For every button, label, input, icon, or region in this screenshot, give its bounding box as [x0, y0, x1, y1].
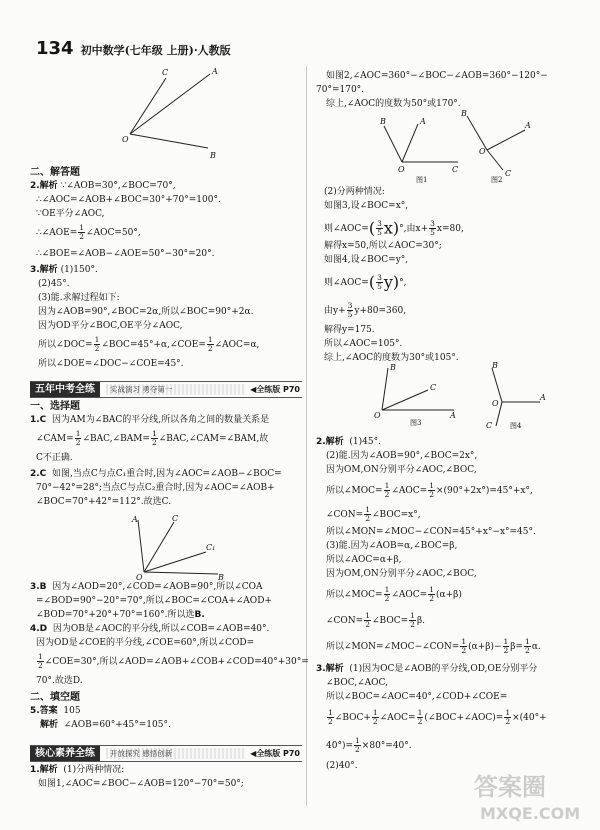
- q3-line-2: (2)45°.: [38, 279, 70, 289]
- banner-five-year-exams: [30, 381, 302, 398]
- c1-line-3: C不正确.: [36, 453, 73, 463]
- fig3-label-b: B: [390, 363, 396, 372]
- fig-mid-label-c: C: [172, 514, 179, 523]
- c1-line-2: ∠CAM= $\frac{1}{2}$ ∠BAC,∠BAM= $\frac{1}{2}$ ∠BAC,∠CAM=∠BAM,故: [36, 429, 269, 447]
- q3-line-3: (3)能.求解过程如下:: [38, 293, 120, 303]
- r-line-11: 解得y=175.: [324, 325, 375, 335]
- fig-mid-label-o: O: [136, 573, 143, 582]
- c4-line-3: $\frac{1}{2}$ ∠COE=30°,所以∠AOD=∠AOB+∠COB+∠COD=40°+30°=: [38, 652, 309, 670]
- c1-line-1: 1.C 因为AM为∠BAC的平分线,所以各角之间的数量关系是: [30, 415, 270, 425]
- r-q2-line-7: (3)能.因为∠AOB=α,∠BOC=β,: [326, 541, 458, 551]
- figure-2: [455, 108, 535, 186]
- watermark-text-2: MXQE.COM: [480, 804, 581, 823]
- r-q3-line-4: $\frac{1}{2}$ ∠BOC+ $\frac{1}{2}$ ∠AOC= $\frac{1}{2}$ (∠BOC+∠AOC)= $\frac{1}{2}$ ×(40°+: [328, 708, 547, 726]
- fig1-caption: 图1: [416, 176, 428, 184]
- watermark-logo: [470, 765, 590, 825]
- fig4-label-c: C: [486, 421, 493, 430]
- c2-line-3: ∠BOC=70°+42°=112°.故选C.: [36, 497, 172, 507]
- banner-core-literacy-ref: ◀全练版 P70: [250, 749, 300, 758]
- r-q3-line-1: 3.解析 (1)因为OC是∠AOB的平分线,OD,OE分别平分: [316, 664, 538, 674]
- page-header: [36, 38, 231, 59]
- c3-line-2: =∠BOD=90°−20°=70°,所以∠BOC=∠COA+∠AOD+: [36, 596, 272, 606]
- fig2-label-o: O: [479, 147, 486, 156]
- r-q2-line-4: 所以∠MOC= $\frac{1}{2}$ ∠AOC= $\frac{1}{2}$ ×(90°+2x°)=45°+x°,: [326, 481, 533, 499]
- fig-top-label-b: B: [210, 151, 216, 160]
- fig3-caption: 图3: [410, 419, 422, 427]
- fig-top-label-o: O: [122, 135, 129, 144]
- r-line-5: 如图3,设∠BOC=x°,: [324, 201, 409, 211]
- fig2-label-b: B: [461, 109, 467, 118]
- fig2-caption: 图2: [491, 176, 503, 184]
- q3-line-6: 所以∠DOC= $\frac{1}{2}$ ∠BOC=45°+α,∠COE= $\frac{1}{2}$ ∠AOC=α,: [38, 335, 260, 353]
- fig1-label-b: B: [380, 117, 386, 126]
- q3-line-1: 3.解析 (1)150°.: [30, 265, 98, 275]
- t5-line-1: 5.答案 105: [30, 706, 81, 716]
- watermark-text-1: 答案圈: [474, 773, 546, 801]
- q2-line-3: ∵OE平分∠AOC,: [36, 209, 105, 219]
- q2-line-1: 2.解析 ∵∠AOB=30°,∠BOC=70°,: [30, 181, 176, 191]
- k1-line-1: 1.解析 (1)分两种情况:: [30, 765, 125, 775]
- fig1-label-a: A: [420, 117, 426, 126]
- fig-top-label-c: C: [162, 68, 169, 77]
- r-line-2: 70°=170°.: [316, 85, 365, 95]
- r-q3-line-2: ∠BOC,∠AOC,: [326, 678, 388, 688]
- c3-line-3: ∠BOD=70°+20°+70°=160°.所以选B.: [36, 610, 205, 620]
- fig3-label-o: O: [374, 411, 381, 420]
- r-q2-line-9: 因为OM,ON分别平分∠AOC,∠BOC,: [326, 569, 477, 579]
- fig3-label-a: A: [450, 411, 456, 420]
- fig4-label-b: B: [492, 362, 498, 370]
- c2-line-1: 2.C 如图,当点C与点C₁重合时,因为∠AOC=∠AOB−∠BOC=: [30, 469, 282, 479]
- figure-3: [370, 362, 460, 428]
- fig4-label-o: O: [492, 399, 499, 408]
- fig-mid-label-b: B: [218, 573, 224, 582]
- banner-core-literacy-subtitle: 开放探究 感悟创新: [106, 748, 246, 759]
- page-number: 134: [36, 38, 74, 59]
- fig1-label-c: C: [452, 165, 459, 174]
- r-q2-line-2: (2)能.因为∠AOB=90°,∠BOC=2x°,: [326, 451, 478, 461]
- c4-line-4: 70°.故选D.: [36, 676, 83, 686]
- figure-1: [372, 112, 462, 186]
- q3-line-5: 因为OD平分∠BOC,OE平分∠AOC,: [38, 321, 183, 331]
- fig4-label-a: A: [540, 393, 546, 402]
- r-line-6: 则∠AOC=( $\frac{3}{5}$ x)°,由x+ $\frac{3}{5}$ x=80,: [324, 218, 464, 238]
- fig2-label-a: A: [525, 121, 531, 130]
- q2-line-2: ∴∠AOC=∠AOB+∠BOC=30°+70°=100°.: [36, 195, 221, 205]
- fig2-label-c: C: [505, 169, 512, 178]
- figure-angle-mid: [110, 512, 230, 582]
- column-divider: [306, 66, 307, 806]
- fig-top-label-a: A: [212, 67, 218, 76]
- fig3-label-c: C: [430, 383, 437, 392]
- r-line-13: 综上,∠AOC的度数为30°或105°.: [324, 353, 459, 363]
- r-q2-line-10: 所以∠MOC= $\frac{1}{2}$ ∠AOC= $\frac{1}{2}$ (α+β): [326, 585, 462, 603]
- r-line-7: 解得x=50,所以∠AOC=30°;: [324, 241, 442, 251]
- section-multiple-choice: 一、选择题: [30, 401, 80, 412]
- section-fill-in: 二、填空题: [30, 692, 80, 703]
- q3-line-7: 所以∠DOE=∠DOC−∠COE=45°.: [38, 359, 184, 369]
- c4-line-2: 因为OD是∠COE的平分线,∠COE=60°,所以∠COD=: [36, 638, 255, 648]
- fig-mid-label-a: A: [132, 515, 138, 524]
- figure-4: [470, 362, 550, 432]
- q2-line-4: ∴∠AOE= $\frac{1}{2}$ ∠AOC=50°,: [36, 223, 141, 241]
- q2-line-5: ∴∠BOE=∠AOB−∠AOE=50°−30°=20°.: [36, 249, 215, 259]
- banner-five-year-exams-title: 五年中考全练: [30, 382, 100, 397]
- c2-line-2: 70°−42°=28°;当点C与点C₂重合时,因为∠AOC=∠AOB+: [36, 483, 275, 493]
- figure-angle-top: [110, 64, 230, 164]
- r-q2-line-11: ∠CON= $\frac{1}{2}$ ∠BOC= $\frac{1}{2}$ β.: [326, 611, 426, 629]
- r-q2-line-12: 所以∠MON=∠MOC−∠CON= $\frac{1}{2}$ (α+β)− $\frac{1}{2}$ β= $\frac{1}{2}$ α.: [326, 637, 541, 655]
- fraction-half: $\frac{1}{2}$: [79, 223, 85, 241]
- r-line-10: 由y+ $\frac{3}{5}$ y+80=360,: [324, 301, 407, 319]
- r-q2-line-6: 所以∠MON=∠MOC−∠CON=45°+x°−x°=45°.: [326, 527, 536, 537]
- c3-line-1: 3.B 因为∠AOD=20°,∠COD=∠AOB=90°,所以∠COA: [30, 582, 263, 592]
- r-q2-line-3: 因为OM,ON分别平分∠AOC,∠BOC,: [326, 465, 477, 475]
- r-q2-line-8: 所以∠AOC=α+β,: [326, 555, 402, 565]
- r-q3-line-5: 40°)= $\frac{1}{2}$ ×80°=40°.: [326, 736, 412, 754]
- r-q3-line-3: 所以∠BOC=∠AOC=40°,∠COD+∠COE=: [326, 692, 508, 702]
- q3-line-4: 因为∠AOB=90°,∠BOC=2α,所以∠BOC=90°+2α.: [38, 307, 254, 317]
- fig1-label-o: O: [398, 165, 405, 174]
- banner-core-literacy-title: 核心素养全练: [30, 746, 100, 761]
- banner-five-year-exams-ref: ◀全练版 P70: [250, 385, 300, 394]
- r-line-1: 如图2,∠AOC=360°−∠BOC−∠AOB=360°−120°−: [326, 71, 548, 81]
- r-line-4: (2)分两种情况:: [324, 187, 385, 197]
- r-q3-line-6: (2)40°.: [326, 761, 358, 771]
- r-line-9: 则∠AOC=( $\frac{3}{5}$ y)°,: [324, 272, 407, 292]
- r-line-12: 所以∠AOC=105°.: [324, 339, 403, 349]
- fig-mid-label-c1: C₁: [206, 543, 216, 552]
- r-line-8: 如图4,设∠BOC=y°,: [324, 255, 409, 265]
- c4-line-1: 4.D 因为OB是∠AOC的平分线,所以∠COB=∠AOB=40°.: [30, 624, 270, 634]
- section-answer-questions: 二、解答题: [30, 167, 80, 178]
- fig4-caption: 图4: [510, 422, 522, 430]
- banner-core-literacy: [30, 745, 302, 762]
- banner-five-year-exams-subtitle: 实战演习 勇夺第一: [106, 384, 246, 395]
- k1-line-2: 如图1,∠AOC=∠BOC−∠AOB=120°−70°=50°;: [38, 779, 244, 789]
- t5-line-2: 解析 ∠AOB=60°+45°=105°.: [40, 720, 171, 730]
- r-q2-line-5: ∠CON= $\frac{1}{2}$ ∠BOC=x°,: [326, 505, 421, 523]
- r-line-3: 综上,∠AOC的度数为50°或170°.: [326, 99, 461, 109]
- book-title: 初中数学(七年级 上册)·人教版: [80, 44, 231, 57]
- r-q2-line-1: 2.解析 (1)45°.: [316, 437, 381, 447]
